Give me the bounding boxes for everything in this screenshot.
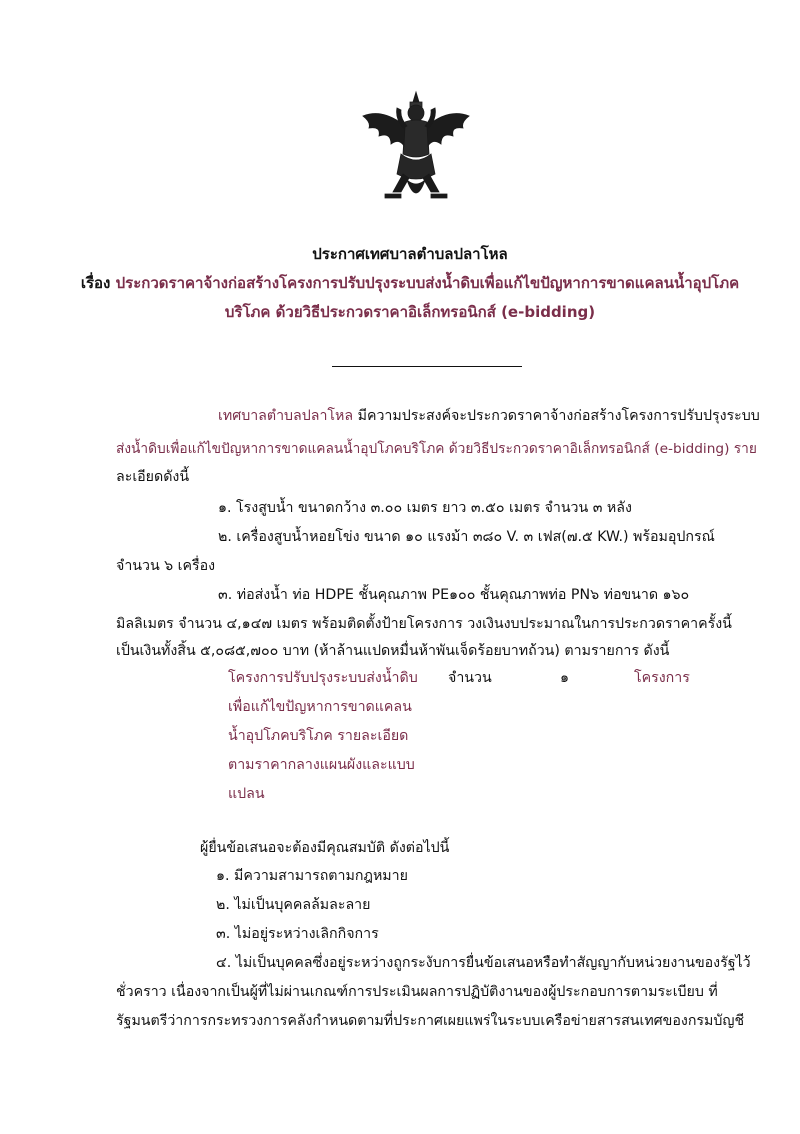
project-qty-label: จำนวน — [448, 670, 492, 686]
announcement-title — [60, 240, 760, 327]
qualification-4-line-3: รัฐมนตรีว่าการกระทรวงการคลังกำหนดตามที่ประกาศเผยแพร่ในระบบเครือข่ายสารสนเทศของกรมบัญชี — [116, 1013, 745, 1029]
subject-text-1: ประกวดราคาจ้างก่อสร้างโครงการปรับปรุงระบบส่งน้ำดิบเพื่อแก้ไขปัญหาการขาดแคลนน้ำอุปโภค — [115, 274, 740, 292]
project-qty-value: ๑ — [560, 670, 570, 686]
subject-line-1 — [60, 269, 760, 298]
project-name-line-4: ตามราคากลางแผนผังและแบบ — [228, 757, 415, 773]
project-name-line-1: โครงการปรับปรุงระบบส่งน้ำดิบ — [228, 670, 418, 686]
title-divider — [332, 366, 522, 367]
project-unit: โครงการ — [634, 670, 690, 686]
org-line: ประกาศเทศบาลตำบลปลาโหล — [312, 245, 508, 263]
intro-line-1 — [218, 406, 760, 426]
subject-line-2: บริโภค ด้วยวิธีประกวดราคาอิเล็กทรอนิกส์ (e-bidding) — [224, 303, 596, 321]
item-3-line-3: เป็นเงินทั้งสิ้น ๕,๐๘๕,๗๐๐ บาท (ห้าล้านแปดหมื่นห้าพันเจ็ดร้อยบาทถ้วน) ตามรายการ ดังนี้ — [116, 643, 670, 659]
qualification-1: ๑. มีความสามารถตามกฎหมาย — [216, 868, 408, 884]
item-1: ๑. โรงสูบน้ำ ขนาดกว้าง ๓.๐๐ เมตร ยาว ๓.๕๐ เมตร จำนวน ๓ หลัง — [218, 500, 632, 516]
project-name-line-2: เพื่อแก้ไขปัญหาการขาดแคลน — [228, 699, 412, 715]
item-2-line-1: ๒. เครื่องสูบน้ำหอยโข่ง ขนาด ๑๐ แรงม้า ๓๘๐ V. ๓ เฟส(๗.๕ KW.) พร้อมอุปกรณ์ — [218, 529, 715, 545]
qualifications-heading: ผู้ยื่นข้อเสนอจะต้องมีคุณสมบัติ ดังต่อไปนี้ — [200, 840, 450, 856]
item-3-line-2: มิลลิเมตร จำนวน ๔,๑๔๗ เมตร พร้อมติดตั้งป้ายโครงการ วงเงินงบประมาณในการประกวดราคาครั้งนี้ — [116, 616, 732, 632]
intro-line-1-rest: มีความประสงค์จะประกวดราคาจ้างก่อสร้างโครงการปรับปรุงระบบ — [353, 408, 760, 424]
item-2-line-2: จำนวน ๖ เครื่อง — [116, 558, 216, 574]
qualification-4-line-2: ชั่วคราว เนื่องจากเป็นผู้ที่ไม่ผ่านเกณฑ์การประเมินผลการปฏิบัติงานของผู้ประกอบการตามระเบียบ ที่ — [116, 984, 718, 1000]
intro-line-2: ส่งน้ำดิบเพื่อแก้ไขปัญหาการขาดแคลนน้ำอุปโภคบริโภค ด้วยวิธีประกวดราคาอิเล็กทรอนิกส์ (e-bidding) ราย — [116, 441, 757, 457]
project-name-line-5: แปลน — [228, 786, 265, 802]
intro-line-3: ละเอียดดังนี้ — [116, 469, 190, 485]
qualification-4-line-1: ๔. ไม่เป็นบุคคลซึ่งอยู่ระหว่างถูกระงับการยื่นข้อเสนอหรือทำสัญญากับหน่วยงานของรัฐไว้ — [216, 955, 751, 971]
qualification-3: ๓. ไม่อยู่ระหว่างเลิกกิจการ — [216, 926, 379, 942]
garuda-emblem-icon — [355, 88, 477, 210]
subject-label: เรื่อง — [80, 274, 111, 292]
intro-org-name: เทศบาลตำบลปลาโหล — [218, 408, 354, 424]
qualification-2: ๒. ไม่เป็นบุคคลล้มละลาย — [216, 897, 371, 913]
item-3-line-1: ๓. ท่อส่งน้ำ ท่อ HDPE ชั้นคุณภาพ PE๑๐๐ ชั้นคุณภาพท่อ PN๖ ท่อขนาด ๑๖๐ — [218, 587, 690, 603]
project-name-line-3: น้ำอุปโภคบริโภค รายละเอียด — [228, 728, 409, 744]
